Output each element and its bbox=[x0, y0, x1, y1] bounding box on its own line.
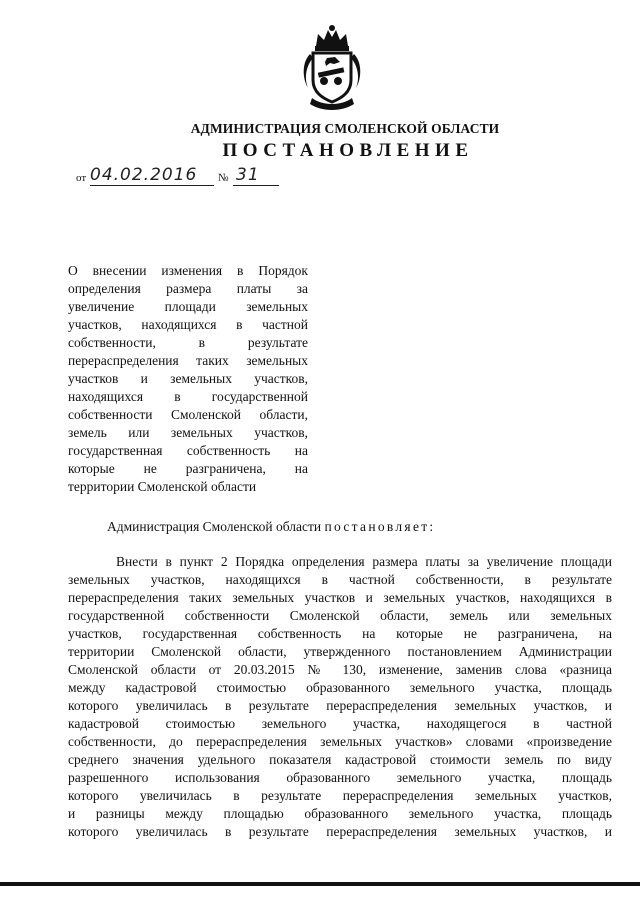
subject-line: находящихся в государственной bbox=[68, 389, 308, 404]
body-line: которого увеличилась в результате перераспределения земельных участков, и bbox=[68, 698, 612, 713]
number-underline bbox=[233, 185, 279, 186]
body-line: территории Смоленской области, утвержденного постановлением Администрации bbox=[68, 644, 612, 659]
date-value: 04.02.2016 bbox=[90, 165, 198, 185]
body-line: разрешенного использования образованного земельного участка, площадь bbox=[68, 770, 612, 785]
smolensk-coat-of-arms-icon bbox=[300, 24, 364, 112]
body-line: государственной собственности Смоленской области, земель или земельных bbox=[68, 608, 612, 623]
document-subject bbox=[68, 262, 308, 496]
decree-intro: Администрация Смоленской области bbox=[107, 519, 325, 534]
subject-line: собственности, в результате bbox=[68, 335, 308, 350]
body-line: участков, государственная собственность на которые не разграничена, на bbox=[68, 626, 612, 641]
date-number-line bbox=[76, 165, 296, 190]
body-line: собственности, до перераспределения земельных участков» словами «произведение bbox=[68, 734, 612, 749]
decree-statement bbox=[107, 519, 436, 535]
organization-name: АДМИНИСТРАЦИЯ СМОЛЕНСКОЙ ОБЛАСТИ bbox=[190, 121, 500, 136]
subject-line: перераспределения таких земельных bbox=[68, 353, 308, 368]
body-line: Внести в пункт 2 Порядка определения размера платы за увеличение площади bbox=[116, 554, 612, 569]
body-line: земельных участков, находящихся в частной собственности, в результате bbox=[68, 572, 612, 587]
number-prefix: № bbox=[218, 172, 229, 184]
body-line: кадастровой стоимостью земельного участка, находящегося в частной bbox=[68, 716, 612, 731]
body-line: которого увеличилась в результате перераспределения земельных участков, bbox=[68, 788, 612, 803]
document-type: ПОСТАНОВЛЕНИЕ bbox=[222, 140, 474, 161]
date-underline bbox=[90, 185, 214, 186]
body-line: между кадастровой стоимостью образованного земельного участка, площадь bbox=[68, 680, 612, 695]
subject-line: определения размера платы за bbox=[68, 281, 308, 296]
subject-line: участков, находящихся в частной bbox=[68, 317, 308, 332]
body-line: и разницы между площадью образованного земельного участка, площадь bbox=[68, 806, 612, 821]
body-line: перераспределения таких земельных участков и земельных участков, находящихся в bbox=[68, 590, 612, 605]
body-paragraph bbox=[68, 553, 612, 841]
date-prefix: от bbox=[76, 172, 87, 184]
subject-line: земель или земельных участков, bbox=[68, 425, 308, 440]
page-bottom-border bbox=[0, 882, 640, 886]
subject-line: которые не разграничена, на bbox=[68, 461, 308, 476]
body-line: Смоленской области от 20.03.2015 № 130, изменение, заменив слова «разница bbox=[68, 662, 612, 677]
subject-line: О внесении изменения в Порядок bbox=[68, 263, 308, 278]
number-value: 31 bbox=[236, 165, 260, 185]
subject-line: собственности Смоленской области, bbox=[68, 407, 308, 422]
body-line: среднего значения удельного показателя кадастровой стоимости земель по виду bbox=[68, 752, 612, 767]
subject-line: государственная собственность на bbox=[68, 443, 308, 458]
subject-line: участков и земельных участков, bbox=[68, 371, 308, 386]
body-line: которого увеличилась в результате перераспределения земельных участков, и bbox=[68, 824, 612, 839]
subject-line: территории Смоленской области bbox=[68, 479, 257, 494]
subject-line: увеличение площади земельных bbox=[68, 299, 308, 314]
decree-word: постановляет: bbox=[324, 519, 436, 534]
